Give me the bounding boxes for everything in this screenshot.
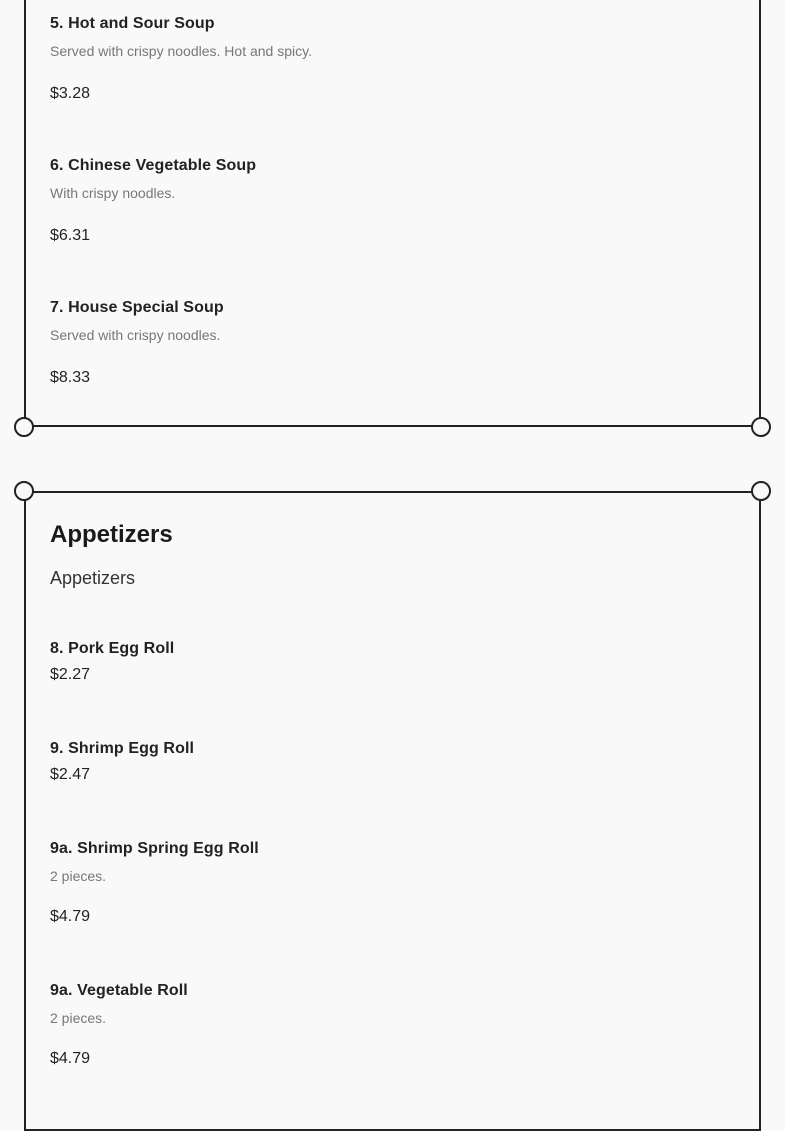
item-description: 2 pieces.: [50, 868, 107, 884]
item-price: $2.27: [50, 666, 91, 683]
item-name: 9a. Vegetable Roll: [50, 982, 188, 999]
item-name: 8. Pork Egg Roll: [50, 640, 175, 657]
soup-section-card: [24, 0, 761, 427]
section-title: Appetizers: [50, 521, 173, 548]
appetizers-section-card: [24, 491, 761, 1131]
item-name: 7. House Special Soup: [50, 299, 224, 316]
corner-notch: [14, 417, 34, 437]
item-description: Served with crispy noodles. Hot and spicy.: [50, 43, 312, 59]
item-description: 2 pieces.: [50, 1010, 107, 1026]
item-price: $8.33: [50, 369, 91, 386]
item-description: Served with crispy noodles.: [50, 327, 221, 343]
item-price: $2.47: [50, 766, 91, 783]
section-subtitle: Appetizers: [50, 568, 136, 588]
item-price: $6.31: [50, 227, 91, 244]
item-price: $3.28: [50, 85, 91, 102]
item-price: $4.79: [50, 1050, 91, 1067]
item-description: With crispy noodles.: [50, 185, 176, 201]
item-name: 9a. Shrimp Spring Egg Roll: [50, 840, 259, 857]
item-name: 9. Shrimp Egg Roll: [50, 740, 195, 757]
corner-notch: [751, 481, 771, 501]
corner-notch: [14, 481, 34, 501]
corner-notch: [751, 417, 771, 437]
item-name: 6. Chinese Vegetable Soup: [50, 157, 257, 174]
item-price: $4.79: [50, 908, 91, 925]
item-name: 5. Hot and Sour Soup: [50, 15, 215, 32]
